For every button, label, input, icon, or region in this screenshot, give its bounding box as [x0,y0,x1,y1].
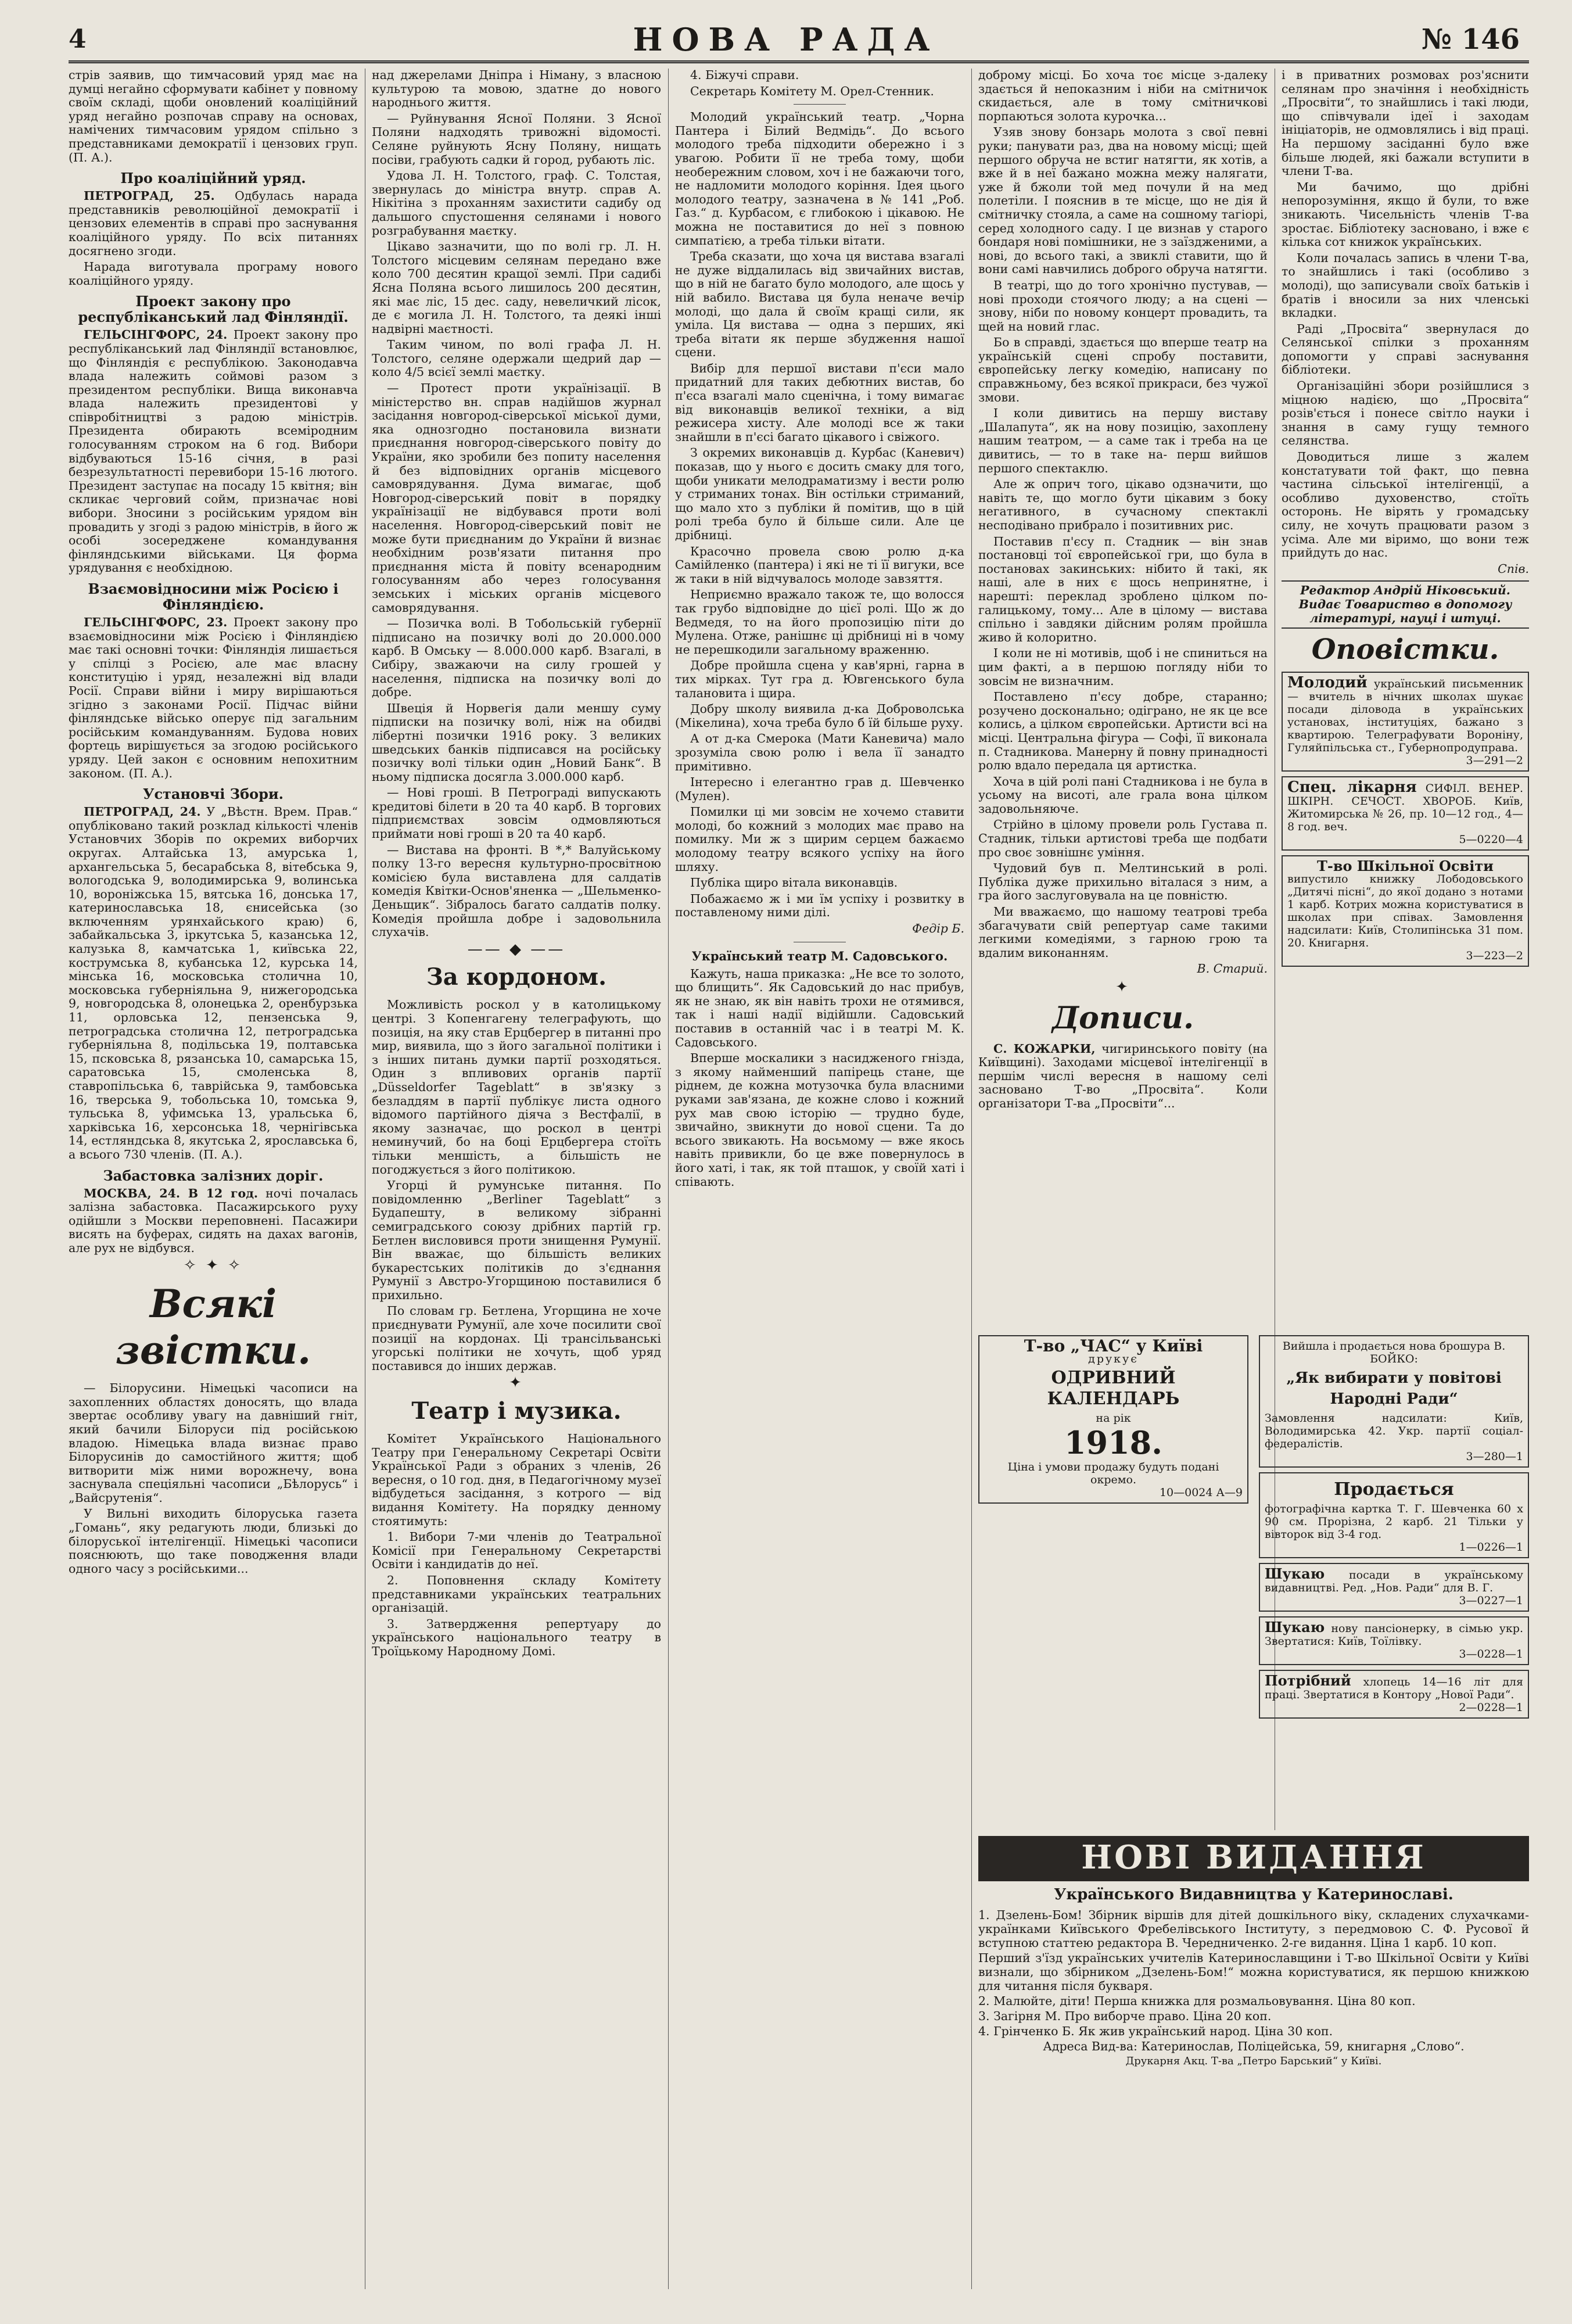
article-text: Побажаємо ж і ми їм успіху і розвитку в поставленому ними ділі. [675,891,964,920]
article-text: І коли не ні мотивів, щоб і не спиниться на цим факті, а в першою погляду ніби то зовсім не визначним. [978,646,1268,688]
article-text: Чудовий був п. Мелтинський в ролі. Публіка дуже прихильно віталася з ним, а гра його заслуговувала на це повністю. [978,861,1268,903]
ad-title: Шукаю [1265,1619,1325,1636]
ad-title: Вийшла і продається нова брошура В. БОЙКО: [1282,1340,1506,1365]
article-text: Вперше москалики з насидженого гнізда, з якому найменший папірець стане, ще ріднем, де кожна мотузочка була власними руками зав'язана, де кожне слово і кожний рух мав свою історію — трудно буде, звичайно, звикнути до нової сцени. Та до всього звикають. На восьмому — вже якось навіть привикли, бо це вже повернулось в його хаті, і так, як той пташок, у своїй хаті і співають. [675,1051,964,1189]
article-body: Одбулась нарада представників революційної демократії і цензових елементів в справі про заснування коаліційного уряду. По всіх питаннях досягнено згоди. [69,189,358,258]
ornament-divider: ✦ [509,1374,524,1392]
section-title: За кордоном. [426,963,607,991]
column-3 [675,69,964,2291]
publisher-address: Адреса Вид-ва: Катеринослав, Поліцейська, 59, книгарня „Слово“. [1043,2039,1465,2053]
issue-number: № 146 [1421,23,1520,56]
section-title: Дописи. [1051,1000,1194,1036]
headline: Проект закону про республіканський лад Фінляндії. [78,293,349,326]
ad-code: 3—0228—1 [1459,1648,1523,1660]
article-text: — Протест проти українізації. В міністерство вн. справ надійшов журнал засідання новгород-сіверської міської думи, яка однозгодно постановила визнати приєднання новгород-сіверського повіту до України, яко зробили без попиту населення й без відповідних органів місцевого самоврядування. Дума вимагає, щоб Новгород-сіверський повіт в порядку українізації не відбувався проти волі населення. Новгород-сіверський повіт не може бути приєднаним до України й визнає необхідним розв'язати питання про приєднання міста й повіту всенародним голосуванням або через голосування земських і міських органів місцевого самоврядування. [372,381,661,615]
article-text: 1. Вибори 7-ми членів до Театральної Комісії при Генеральному Секретарстві Освіти і кандидатів до неї. [372,1530,661,1572]
article-text: Узяв знову бонзарь молота з свої певні руки; панувати раз, два на новому місці; щей першого обруча не встиг натягти, як хотів, а вже й в неї бажано можна межу налягати, уже й бжоли той мед почули й на мед полетіли. І пояснив в те місце, що не дія й смітничку стояла, а саме на сошному тагіорі, серед холодного саду. І це визнав у старого бондаря нові помішники, не з заїздженими, а нові, до всього такі, а звиклі ставити, що й вони самі навчились доброго обруча натягти. [978,125,1268,277]
ad-title: Продається [1334,1479,1454,1500]
article-text [978,1042,1268,1111]
article-text: Ми вважаємо, що нашому театрові треба збагачувати свій репертуар саме такими легкими комедіями, з гарною грою та вдалим виконанням. [978,905,1268,960]
ad-block [1259,1563,1529,1612]
article-text: Секретарь Комітету М. Орел-Стенник. [690,84,934,98]
ad-code: 2—0228—1 [1459,1701,1523,1714]
ad-year: 1918. [1064,1424,1163,1461]
article-text: Нарада виготувала програму нового коаліційного уряду. [69,260,358,288]
edition-item: 2. Малюйте, діти! Перша книжка для розмальовування. Ціна 80 коп. [978,1994,1416,2008]
ad-text: фотографічна картка Т. Г. Шевченка 60 х 90 см. Прорізна, 2 карб. 21 Тільки у вівторок від 3-4 год. [1265,1502,1523,1541]
ad-block [1259,1616,1529,1665]
dateline: ГЕЛЬСІНГФОРС, 23. [84,615,228,629]
article-text: По словам гр. Бетлена, Угорщина не хоче приєднувати Румунії, але хоче посилити свої позиції на кордонах. Ці трансільванські угорські політики не хочуть, щоб уряд поставився до інших держав. [372,1304,661,1373]
dateline: С. КОЖАРКИ, [993,1041,1096,1056]
article-text: Можливість роскол у в католицькому центрі. З Копенгагену телеграфують, що позиція, на яку став Ерцбергер в питанні про мир, виявила, що з його загальної політики і з інших питань думки партії розходяться. Один з впливових органів партії „Düsseldorfer Tageblatt“ в зв'язку з безладдям в партії публікує листа одного відомого партійного діяча з Вестфалії, в якому зазначає, що роскол в центрі неминучий, бо на боці Ерцбергера стоїть тільки меншість, а більшість не погоджується з його політикою. [372,998,661,1177]
article-text: Раді „Просвіта“ звернулася до Селянської спілки з проханням допомогти у справі заснування бібліотеки. [1282,321,1529,377]
author-signature: Спів. [1498,561,1529,576]
editor-name: Редактор Андрій Ніковський. [1300,583,1510,598]
edition-item: Перший з'їзд українських учителів Катеринославщини і Т-во Шкільної Освіти у Київі визнали, що збірником „Дзелень-Бом!“ можна користуватися, як першою книжкою для читання після букваря. [978,1951,1529,1993]
article-text: Молодий український театр. „Чорна Пантера і Білий Ведмідь“. До всього молодого треба підходити обережно і з увагою. Робити її не треба тому, щоби необережним словом, хоч і не бажаючи того, не надломити молодого коріння. Ідея цього молодого театру, зазначена в № 141 „Роб. Газ.“ д. Курбасом, є глибокою і цікавою. Не можна не поставитися до неї з повною симпатією, а треба тільки вітати. [675,110,964,248]
edition-item: 3. Загірня М. Про виборче право. Ціна 20 коп. [978,2009,1272,2023]
ad-block [1282,672,1529,772]
article-text: Бо в справді, здається що вперше театр на українській сцені спробу поставити, європейську легку комедію, написану по справжньому, без всякої прикраси, без чужої змови. [978,335,1268,404]
article-text: Угорці й румунське питання. По повідомленню „Berliner Tageblatt“ з Будапешту, в великому зібранні семиградського союзу дрібних партій гр. Бетлен висловився проти знищення Румунії. Він вважає, що більшість великих букарестських політиків до з'єднання Румунії з Австро-Угорщиною поставилися б прихильно. [372,1178,661,1302]
ads-lower-right [1259,1330,1529,1723]
article-text: Красочно провела свою ролю д-ка Самійленко (пантера) і які не ті її вигуки, все ж таки в ній відчувалось молоде завзяття. [675,544,964,586]
article-text: Ми бачимо, що дрібні непорозуміння, якщо й були, то вже зникають. Чисельність членів Т-ва зростає. Бібліотеку засновано, і вже є кілька сот книжок українських. [1282,180,1529,249]
ad-title: Потрібний [1265,1672,1351,1689]
column-divider [668,69,669,2289]
dateline: ГЕЛЬСІНГФОРС, 24. [84,328,228,342]
article-text: Інтересно і елегантно грав д. Шевченко (Мулен). [675,775,964,803]
new-editions-banner: НОВІ ВИДАННЯ [978,1836,1529,1881]
article-text: Цікаво зазначити, що по волі гр. Л. Н. Толстого місцевим селянам передано вже коло 700 десятин кращої землі. При садибі Ясна Поляна всього лишилось 200 десятин, які має ліс, 15 дес. саду, невеличкий лісок, де є могила Л. Н. Толстого, та деякі інші надвірні маєтності. [372,239,661,336]
ads-lower-left [978,1330,1248,1723]
article-text: Доводиться лише з жалем констатувати той факт, що певна частина сільської інтелігенції, а особливо духовенство, стоїть осторонь. Не вірять у громадську силу, не хочуть працювати разом з усіма. Але ми віримо, що вони теж прийдуть до нас. [1282,450,1529,560]
article-text: А от д-ка Смерока (Мати Каневича) мало зрозуміла свою ролю і вела її занадто примітивно. [675,731,964,773]
ad-text: хлопець 14—16 літ для праці. Звертатися в Контору „Нової Ради“. [1265,1676,1523,1701]
column-2 [372,69,661,2291]
article-text: Помилки ці ми зовсім не хочемо ставити молоді, бо кожний з молодих має право на помилку. Ми ж з щирим серцем бажаємо молодому театру всякого успіху на його шляху. [675,805,964,874]
article-text: І коли дивитись на першу виставу „Шалапута“, як на нову позицію, захоплену нашим театром, — а саме так і треба на це дивитись, — то в таке на- перш вийшов першого спектаклю. [978,406,1268,475]
article-text: Але ж оприч того, цікаво одзначити, що навіть те, що могло бути цікавим з боку негативного, в сучасному спектаклі несподівано прибрало і позитивних рис. [978,477,1268,532]
publisher-name: Видає Товариство в допомогу літературі, науці і штуці. [1298,597,1512,625]
article-body: чигиринського повіту (на Київщині). Заходами місцевої інтелігенції в першім числі вересня в нашому селі засновано Т-во „Просвіта“. Коли організатори Т-ва „Просвіти“... [978,1041,1268,1110]
article-text: Організаційні збори розійшлися з міцною надією, що „Просвіта“ розів'ється і понесе світло науки і знання в саму гущу темного селянства. [1282,379,1529,448]
article-body: Проект закону про взаємовідносини між Росією і Фінляндією має такі основні точки: Фінляндія лишається у спілці з Росією, але має власну конституцію і уряд, незалежні від влади Росії. Справи війни і миру вирішаються згідно з законами Росії. Підчас війни фінляндське військо оперує під загальним російським командуванням. Будова нових фортець вирішується за згодою російського уряду. Цей закон є основним непохитним законом. (П. А.). [69,615,358,780]
new-editions-subtitle: Українського Видавництва у Катеринославі. [1054,1886,1453,1903]
ornament-divider: ✦ [1115,978,1130,996]
article-text: Вибір для першої вистави п'єси мало придатний для таких дебютних вистав, бо п'єса взагалі мало сценічна, і тому вимагає від виконавців великої техніки, а від режисера хисту. Але молоді все ж таки знайшли в п'єсі багато цікавого і свіжого. [675,361,964,444]
article-text: і в приватних розмовах роз'яснити селянам про значіння і необхідність „Просвіти“, то знайшлись і такі люди, що співчували ідеї і заходам ініціаторів, не одмовлялись і від праці. На першому засіданні було вже більше людей, які бажали вступити в члени Т-ва. [1282,69,1529,178]
article-text: Добре пройшла сцена у кав'ярні, гарна в тих мірках. Тут гра д. Ювгенського була талановита і щира. [675,658,964,700]
ornament-divider: —— ◆ —— [467,940,566,958]
article-text: Таким чином, по волі графа Л. Н. Толстого, селяне одержали щедрий дар — коло 4/5 всієї землі маєтку. [372,338,661,379]
article-body: ночі почалась залізна забастовка. Пасажирського руху одійшли з Москви переповнені. Пасажири висять на буферах, сидять на дахах вагонів, але рух не відбувся. [69,1186,358,1255]
article-body: Проект закону про республіканський лад Фінляндії встановлює, що Фінляндія є республікою. Законодавча влада належить соймові разом з президентом республіки. Вища виконавча влада належить президентові у співробітництві з радою міністрів. Президента обирають всеміродним голосуванням строком на 6 год. Вибори відбуваються 15-16 січня, в разі безрезультатності перевибори 15-16 лютого. Президент заступає на посаду 15 квітня; він скликає черговий сойм, призначає нові вибори. Зносини з російським урядом він провадить у згоді з радою міністрів, в його ж особі зосереджене командування фінляндськими військами. Ця форма урядування є необхідною. [69,328,358,575]
ad-code: 3—0227—1 [1459,1594,1523,1607]
page-number: 4 [69,24,87,54]
ad-subtitle: на рік [1096,1412,1131,1425]
ad-block [1282,855,1529,967]
article-text: Публіка щиро вітала виконавців. [690,876,898,890]
masthead-rule [69,60,1529,63]
ad-text: український письменник — вчитель в нічних школах шукає посади діловода в українських установах, інституціях, бажано з квартирою. Телеграфувати Вороніну, Гуляйпільська ст., Губернопродуправа. [1287,677,1523,755]
ad-block [1259,1670,1529,1719]
article-text: У Вильні виходить білоруська газета „Гомань“, яку редагують люди, близькі до білоруської інтелігенції. Німецькі часописи пояснюють, що таке поводження влади одного часу з російськими... [69,1507,358,1576]
article-text: Швеція й Норвегія дали меншу суму підписки на позичку волі, ніж на обидві лібертні позички 1916 року. З великих шведських банків підписався на російську позичку волі тільки один „Новий Банк“. В ньому підписка досягла 3.000.000 карб. [372,701,661,784]
newspaper-title: НОВА РАДА [633,21,939,58]
article-text: З окремих виконавців д. Курбас (Каневич) показав, що у нього є досить смаку для того, щоби уникати мелодраматизму і вести ролю у стриманих тонах. Він остільки стриманий, що мало хто з публіки й помітив, що в цій ролі треба було й більше сили. Але це дрібниці. [675,446,964,542]
article-text: Удова Л. Н. Толстого, граф. С. Толстая, звернулась до міністра внутр. справ А. Нікітіна з проханням захистити садибу од дальшого спустошення селянами і нового розграбування маєтку. [372,168,661,238]
article-text: Добру школу виявила д-ка Доброволська (Мікелина), хоча треба було б їй більше руху. [675,702,964,730]
article-text: — Вистава на фронті. В *,* Валуйському полку 13-го вересня культурно-просвітною комісією була виставлена для салдатів комедія Квітки-Основ'яненка — „Шельменко-Деньщик“. Зібралось багато салдатів полку. Комедія пройшла добре і задовольнила слухачів. [372,842,661,939]
ad-block [978,1335,1248,1504]
section-title: Театр і музика. [411,1397,622,1425]
ad-text: нову пансіонерку, в сімью укр. Звертатися: Київ, Тоїлівку. [1265,1622,1524,1648]
ad-title: Шукаю [1265,1565,1325,1582]
edition-item: 4. Грінченко Б. Як жив український народ. Ціна 30 коп. [978,2024,1333,2038]
ad-block [1282,776,1529,851]
printer-imprint: Друкарня Акц. Т-ва „Петро Барський“ у Київі. [1125,2055,1382,2067]
dateline: ПЕТРОГРАД, 24. [84,805,201,819]
article-text: доброму місці. Бо хоча тоє місце з-далеку здається й непоказним і ніби на смітничок скидається, але в тому смітничкові порпаються золота курочка... [978,69,1268,123]
ad-title: Т-во Шкільної Освіти [1317,858,1494,875]
article-text: Кажуть, наша приказка: „Не все то золото, що блищить“. Як Садовський до нас прибув, як не знаю, як він навіть трохи не отямився, так і наші надії відійшли. Садовський поставив в останній час і в театрі М. К. Садовського. [675,966,964,1049]
headline: Взаємовідносини між Росією і Фінляндією. [88,580,339,613]
article-text: — Білорусини. Німецькі часописи на захопленних областях доносять, що влада звертає особливу увагу на давніший гніт, який бачили Білоруси під російською владою. Німецька влада визнає право Білорусинів до самостійного життя; щоб витворити між ними ворожнечу, вона заснувала спеціяльні часописи „Бѣлорусь“ і „Вайсрутенія“. [69,1381,358,1505]
ad-text: СИФІЛ. ВЕНЕР. ШКІРН. СЕЧОСТ. ХВОРОБ. Київ, Житомирська № 26, пр. 10—12 год., 4—8 год. веч. [1287,782,1524,834]
ad-code: 10—0024 А—9 [1159,1486,1243,1499]
article-text [69,1187,358,1256]
ad-text: Ціна і умови продажу будуть подані окремо. [1007,1461,1219,1486]
article-text: — Нові гроші. В Петрограді випускають кредитові білети в 20 та 40 карб. В торгових підприємствах зовсім одмовляються приймати нові гроші в 20 та 40 карб. [372,786,661,841]
article-text: 2. Поповнення складу Комітету представниками українських театральних організацій. [372,1573,661,1615]
article-text: — Руйнування Ясної Поляни. З Ясної Поляни надходять тривожні відомості. Селяне руйнують Ясну Поляну, нищать посіви, грабують садки й город, рубають ліс. [372,111,661,167]
article-text: стрів заявив, що тимчасовий уряд має на думці негайно сформувати кабінет у повному своїм складі, щоби оновлений коаліційний уряд негайно розпочав справу на основах, намічених тимчасовим урядом спільно з представниками демократії і цензових груп. (П. А.). [69,69,358,164]
article-text: Комітет Українського Національного Театру при Генеральному Секретарі Освіти Української Ради з обраних з членів, 26 вересня, о 10 год. дня, в Педагогічному музеї відбудеться засідання, з котрого — від видання Комітету. На порядку денному стоятимуть: [372,1432,661,1528]
article-text: Поставлено п'єсу добре, старанно; розучено досконально; одіграно, не як це все колись, а цілком європейськи. Артисти всі на місці. Центральна фігура — Софі, її виконала п. Стадникова. Манерну й повну принадності ролю вдало передала ця артистка. [978,690,1268,773]
ad-code: 3—291—2 [1466,754,1523,768]
article-text: 4. Біжучі справи. [690,69,799,82]
headline: Установчі Збори. [142,786,284,803]
ad-headline: „Як вибирати у повітові Народні Ради“ [1286,1369,1502,1408]
ad-title: Т-во „ЧАС“ у Київі [1024,1336,1203,1355]
article-text: Хоча в цій ролі пані Стадникова і не була в усьому на висоті, але грала вона цілком задовольняюче. [978,774,1268,816]
article-text: Треба сказати, що хоча ця вистава взагалі не дуже віддалилась від звичайних вистав, що в ній не багато було молодого, але щось у ній вабило. Вистава ця була неначе вечір молоді, що дала й своїм кращі сили, як уміла. Ця вистава — одна з перших, які треба вітати як перше збудження нашої сцени. [675,249,964,360]
article-text: Поставив п'єсу п. Стадник — він знав постановці тої європейської гри, що була в постановах закинських: нібито й такі, як наші, але в них є щось непринятне, і нарешті: переклад зроблено цілком по-галицькому, тому... Але в цілому — вистава спільно і завдяки дійсним ролям пройшла живо й колоритно. [978,534,1268,644]
ad-text: Замовлення надсилати: Київ, Володимирська 42. Укр. партії соціал-федералістів. [1265,1412,1523,1450]
article-text [69,328,358,575]
ad-title: Молодий [1287,674,1368,692]
ad-code: 1—0226—1 [1459,1541,1523,1554]
ad-code: 3—223—2 [1466,949,1523,963]
headline: Український театр М. Садовського. [691,948,948,963]
section-title: Всякі звістки. [115,1281,311,1373]
column-divider [971,69,972,2289]
article-text [69,616,358,780]
ad-headline: ОДРИВНИЙ КАЛЕНДАРЬ [1047,1368,1180,1409]
ads-header: Оповістки. [1311,633,1499,666]
article-text: Коли почалась запись в члени Т-ва, то знайшлись і такі (особливо з молоді), що записували своїх батьків і братів і вносили за них членські вкладки. [1282,250,1529,320]
ad-code: 3—280—1 [1466,1450,1523,1463]
article-text: — Позичка волі. В Тобольській губернії підписано на позичку волі до 20.000.000 карб. В Омську — 8.000.000 карб. Взагалі, в Сибіру, зважаючи на силу грошей у населення, підписка на позичку волі до добре. [372,616,661,700]
article-text [69,189,358,258]
column-1 [69,69,358,2291]
new-editions-ad [978,1836,1529,2291]
ad-text: випустило книжку Лободовського „Дитячі пісні“, до якої додано з нотами 1 карб. Котрих можна користуватися в школах при співах. Замовлення надсилати: Київ, Столипінська 31 пом. 20. Книгарня. [1287,873,1523,950]
masthead [0,0,1572,63]
article-body: У „Вѣстн. Врем. Прав.“ опубліковано такий розклад кількості членів Установчих Зборів по окремих виборчих округах. Алтайська 13, амурська 1, архангельська 5, бесарабська 8, вітебська 9, вологодська 9, володимирська 9, волинська 10, вороніжська 15, вятська 16, донська 17, катеринославська 18, єнисейська (зо включенням урянхайського краю) 6, забайкальська 3, іркутська 5, казанська 12, калузька 8, камчатська 1, київська 22, кострумська 8, кубанська 12, курська 14, мінська 16, московська столична 10, московська губерніяльна 9, нижегородська 9, новгородська 8, олонецька 2, оренбурзька 11, орловська 12, пензенська 9, петроградська столична 12, петроградська губерніяльна 8, подільська 19, полтавська 15, псковська 8, рязанська 10, самарська 15, саратовська 15, смоленська 8, ставропільська 6, таврійська 9, тамбовська 16, тверська 9, тобольська 10, томська 9, тульська 8, уфимська 13, уральська 6, харківська 16, херсонська 18, чернігівська 14, естляндська 8, якутська 2, ярославська 6, а всього 730 членів. (П. А.). [69,805,358,1161]
ornament-divider: ✧ ✦ ✧ [184,1256,243,1274]
author-signature: Федір Б. [912,921,964,936]
separator [794,104,846,105]
ad-block [1259,1335,1529,1468]
ad-title: Спец. лікарня [1287,779,1417,797]
ads-lower [978,1330,1529,1824]
dateline: МОСКВА, 24. В 12 год. [84,1186,259,1200]
article-text: Неприємно вражало також те, що волосся так грубо відповідне до цієї ролі. Що ж до Ведмедя, то на його пропозицію піти до Мулена. Отже, ранішнє ці дрібниці ні в чому не перешкодили загальному враженню. [675,587,964,657]
ad-code: 5—0220—4 [1459,833,1523,847]
ad-subtitle: друкує [1088,1353,1139,1365]
article-text: над джерелами Дніпра і Німану, з власною культурою та мовою, здатне до нового народнього життя. [372,69,661,110]
article-text: 3. Затвердження репертуару до українського національного театру в Троїцькому Народному Домі. [372,1616,661,1658]
article-text: В театрі, що до того хронічно пустував, — нові проходи стоячого люду; а на сцені — знову, ніби по новому концерт провадить, та щей на новий глас. [978,278,1268,333]
article-text: Стрійно в цілому провели роль Густава п. Стадник, тільки артистові треба ще подбати про своє зовнішнє уміння. [978,817,1268,859]
ad-block [1259,1472,1529,1558]
edition-item: 1. Дзелень-Бом! Збірник віршів для дітей дошкільного віку, складених слухачками-українками Київського Фребелівського Інституту, з передмовою С. Ф. Русової й вступною статтею редактора В. Чередниченко. 2-ге видання. Ціна 1 карб. 10 коп. [978,1908,1529,1950]
headline: Забастовка залізних доріг. [103,1167,324,1184]
headline: Про коаліційний уряд. [120,170,306,187]
dateline: ПЕТРОГРАД, 25. [84,189,215,203]
ad-text: посади в українському видавництві. Ред. „Нов. Ради“ для В. Г. [1265,1569,1523,1594]
author-signature: В. Старий. [1197,962,1268,976]
editor-block [1282,580,1529,629]
article-text [69,805,358,1161]
